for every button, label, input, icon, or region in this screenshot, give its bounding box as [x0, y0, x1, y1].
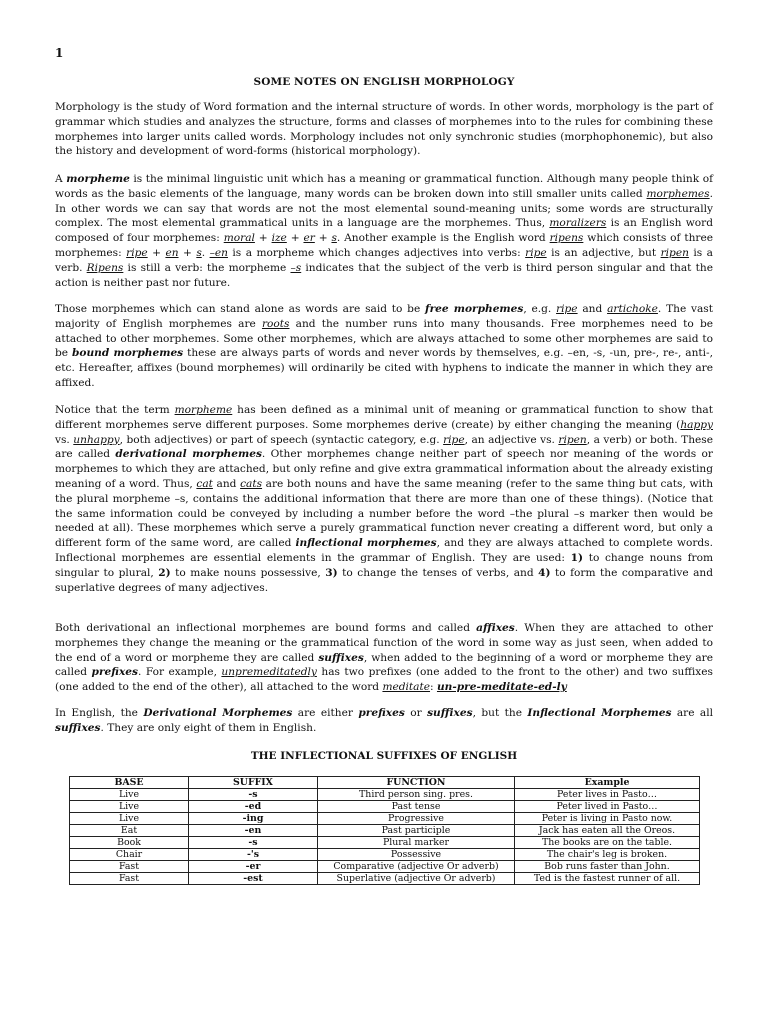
term-prefixes: prefixes: [91, 666, 138, 679]
term-suffixes: suffixes: [318, 651, 364, 664]
header-function: FUNCTION: [318, 777, 515, 789]
term-inflectional-morphemes: inflectional morphemes: [295, 537, 437, 550]
table-header-row: [70, 777, 700, 789]
term-affixes: affixes: [476, 622, 515, 634]
paragraph-morpheme: A morpheme is the minimal linguistic unit which has a meaning or grammatical function. Although many people think of words as the basic elements of the language, many words can be broken down into still smaller units called morphemes. In other words we can say that words are not the most elemental sound-meaning units; some words are structurally complex. The most elemental grammatical units in a language are the morphemes. Thus, moralizers is an English word composed of four morphemes: moral + ize + er + s. Another example is the English word ripens which consists of three morphemes: ripe + en + s. –en is a morpheme which changes adjectives into verbs: ripe is an adjective, but ripen is a verb. Ripens is still a verb: the morpheme –s indicates that the subject of the verb is third person singular and that the action is neither past nor future.: [55, 173, 714, 289]
table-row: Book -s Plural marker The books are on the table.: [70, 837, 700, 849]
table-row: Live -s Third person sing. pres. Peter lives in Pasto…: [70, 789, 700, 801]
paragraph-affixes: Both derivational an inflectional morphemes are bound forms and called affixes. When they are attached to other morphemes they change the meaning or the grammatical function of the word in some way as just seen, when added to the end of a word or morpheme they are called suffixes, when added to the beginning of a word or morpheme they are called prefixes. For example, unpremeditatedly has two prefixes (one added to the front to the other) and two suffixes (one added to the end of the other), all attached to the word meditate: un-pre-meditate-ed-ly: [55, 622, 713, 694]
table-row: Fast -er Comparative (adjective Or adverb) Bob runs faster than John.: [70, 861, 700, 873]
paragraph-english-morphemes: In English, the Derivational Morphemes are either prefixes or suffixes, but the Inflectional Morphemes are all suffixes. They are only eight of them in English.: [55, 707, 714, 734]
term-bound-morphemes: bound morphemes: [71, 347, 184, 360]
table-row: Live -ing Progressive Peter is living in Pasto now.: [70, 813, 700, 825]
paragraph-free-bound-morphemes: Those morphemes which can stand alone as words are said to be free morphemes, e.g. ripe and artichoke. The vast majority of English morphemes are roots and the number runs into many thousands. Free morphemes need to be attached to other morphemes. Some other morphemes, which are always attached to some other morphemes are said to be bound morphemes these are always parts of words and never words by themselves, e.g. –en, -s, -un, pre-, re-, anti-, etc. Hereafter, affixes (bound morphemes) will ordinarily be cited with hyphens to indicate the manner in which they are affixed.: [55, 303, 713, 389]
example-segmentation: un-pre-meditate-ed-ly: [436, 681, 567, 694]
table-row: Live -ed Past tense Peter lived in Pasto…: [70, 801, 700, 813]
table-row: Fast -est Superlative (adjective Or adverb) Ted is the fastest runner of all.: [70, 873, 700, 885]
header-example: Example: [515, 777, 700, 789]
term-free-morphemes: free morphemes: [425, 303, 524, 315]
page-title: SOME NOTES ON ENGLISH MORPHOLOGY: [253, 76, 515, 88]
inflectional-suffixes-table: [69, 776, 700, 885]
header-base: BASE: [70, 777, 189, 789]
paragraph-morphology-definition: Morphology is the study of Word formation and the internal structure of words. In other words, morphology is the part of grammar which studies and analyzes the structure, forms and classes of morphemes into to the rules for combining these morphemes into larger units called words. Morphology includes not only synchronic studies (morphophonemic), but also the history and development of word-forms (historical morphology).: [55, 101, 713, 158]
table-title: THE INFLECTIONAL SUFFIXES OF ENGLISH: [250, 750, 518, 762]
term-derivational-morphemes: derivational morphemes: [115, 448, 262, 461]
table-row: Chair -'s Possessive The chair's leg is broken.: [70, 849, 700, 861]
paragraph-derivational-inflectional: Notice that the term morpheme has been defined as a minimal unit of meaning or grammatical function to show that different morphemes serve different purposes. Some morphemes derive (create) by either changing the meaning (happy vs. unhappy, both adjectives) or part of speech (syntactic category, e.g. ripe, an adjective vs. ripen, a verb) or both. These are called derivational morphemes. Other morphemes change neither part of speech nor meaning of the words or morphemes to which they are attached, but only refine and give extra grammatical information about the already existing meaning of a word. Thus, cat and cats are both nouns and have the same meaning (refer to the same thing but cats, with the plural morpheme –s, contains the additional information that there are more than one of these things). (Notice that the same information could be conveyed by including a number before the word –the plural –s marker then would be needed at all). These morphemes which serve a purely grammatical function never creating a different word, but only a different form of the same word, are called inflectional morphemes, and they are always attached to complete words. Inflectional morphemes are essential elements in the grammar of English. They are used: 1) to change nouns from singular to plural, 2) to make nouns possessive, 3) to change the tenses of verbs, and 4) to form the comparative and superlative degrees of many adjectives.: [55, 404, 714, 594]
term-morpheme: morpheme: [66, 173, 130, 185]
header-suffix: SUFFIX: [189, 777, 318, 789]
table-row: Eat -en Past participle Jack has eaten all the Oreos.: [70, 825, 700, 837]
page-number: 1: [55, 46, 64, 60]
